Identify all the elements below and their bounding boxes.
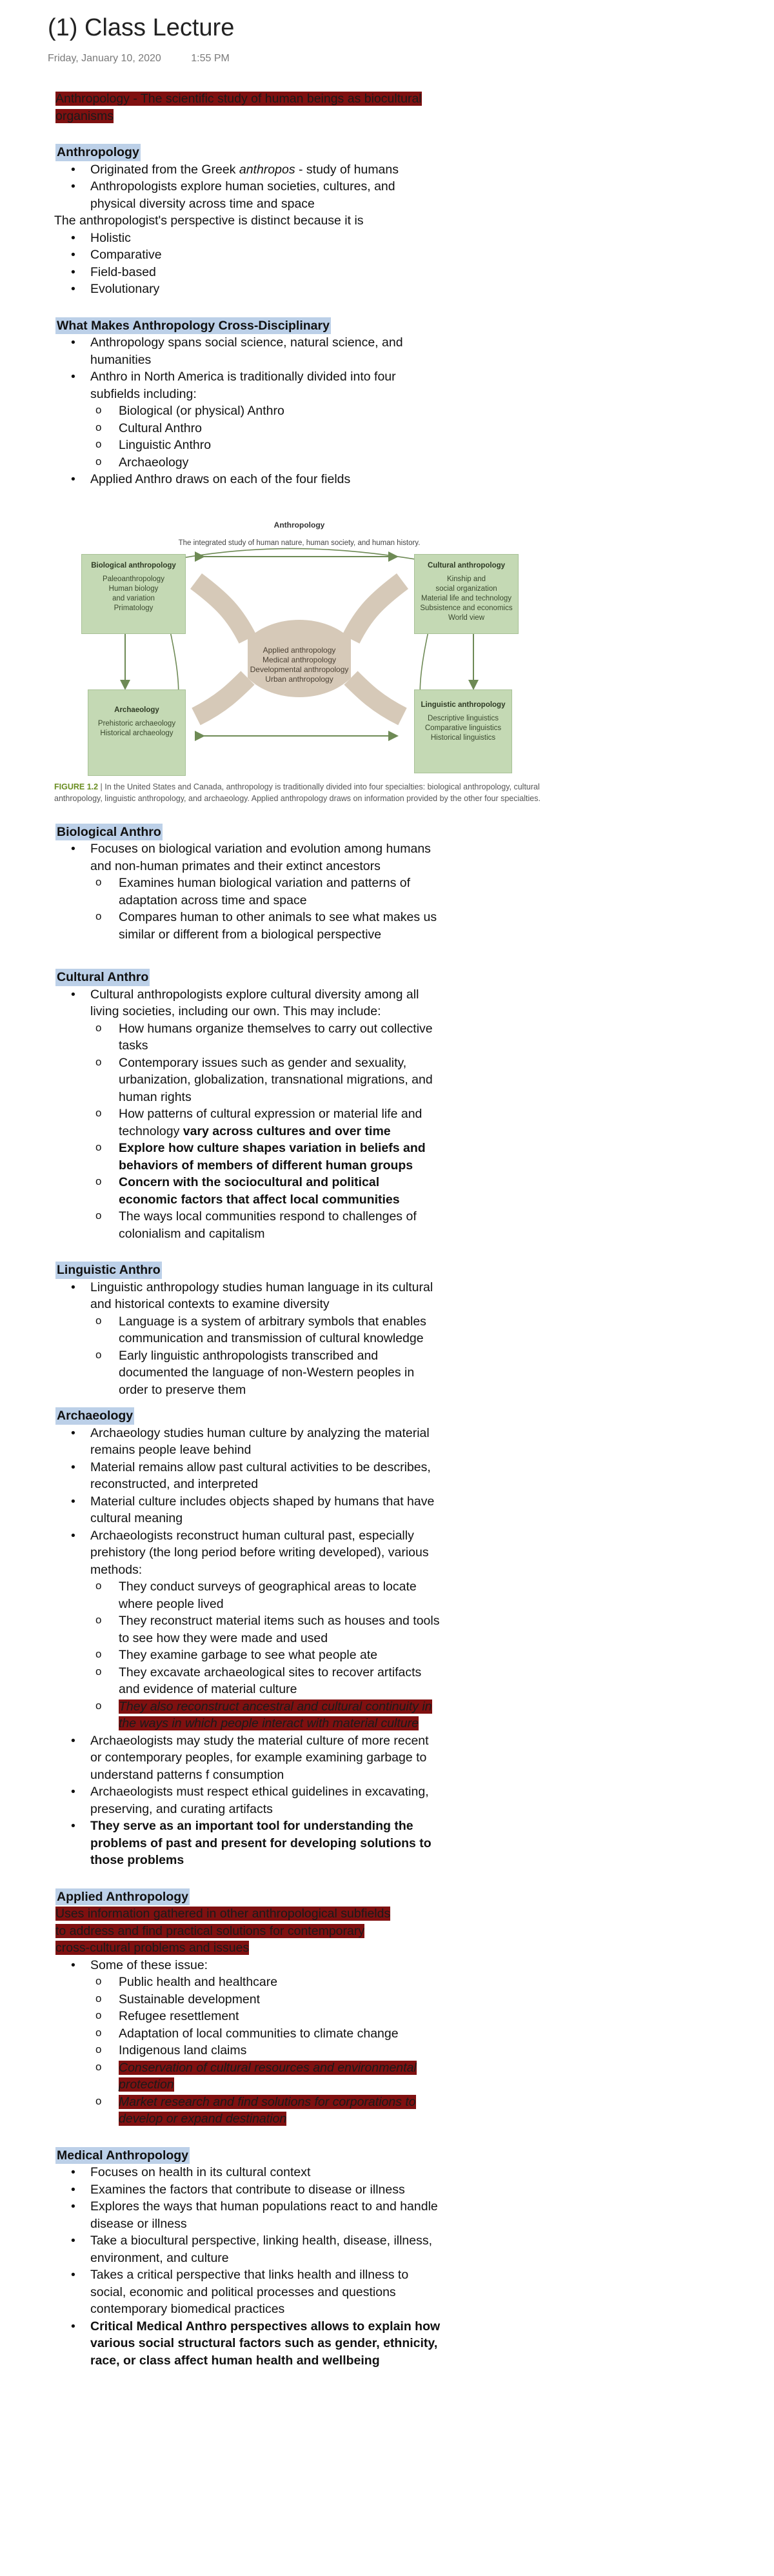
- list-item: o Compares human to other animals to see what makes us similar or different from a biological perspective: [90, 909, 441, 943]
- list-item: o Refugee resettlement: [90, 2008, 441, 2025]
- list-item: • Anthropologists explore human societies, cultures, and physical diversity across time and space: [54, 178, 441, 212]
- note-body[interactable]: [54, 90, 541, 2369]
- list-item: o They examine garbage to see what people ate: [90, 1647, 441, 1664]
- list-item: • Anthropology spans social science, natural science, and humanities: [54, 334, 441, 368]
- anthropology-subfields-figure: [54, 517, 544, 775]
- list-item: [90, 2059, 441, 2094]
- list-item: • Focuses on biological variation and evolution among humans and non-human primates and their extinct ancestors o Examines human biological variation and patterns of adaptation across time and space o Compares human to other animals to see what makes us similar or different from a biological perspective: [54, 840, 441, 943]
- list-item: o Adaptation of local communities to climate change: [90, 2025, 441, 2043]
- list-item: o Contemporary issues such as gender and sexuality, urbanization, globalization, transnational migrations, and human rights: [90, 1055, 441, 1106]
- section-heading-cultural: Cultural Anthro: [55, 969, 150, 986]
- list-item: • Some of these issue: o Public health and healthcare o Sustainable development o Refugee resettlement o Adaptation of local communities to climate change o Indigenous land claims o Conservation of cultural resources and environmental protection o Market research and find solutions for corporations to develop or expand destination: [54, 1957, 441, 2128]
- list-item: o Cultural Anthro: [90, 420, 441, 437]
- list-item: o Archaeology: [90, 454, 441, 471]
- biological-anthropology-box: Biological anthropology Paleoanthropology Human biology and variation Primatology: [81, 554, 186, 634]
- linguistic-anthropology-box: Linguistic anthropology Descriptive linguistics Comparative linguistics Historical linguistics: [414, 689, 512, 773]
- applied-anthropology-center: Applied anthropology Medical anthropology Developmental anthropology Urban anthropology: [250, 645, 349, 684]
- list-item: • Archaeologists reconstruct human cultural past, especially prehistory (the long period before writing developed), various methods: o They conduct surveys of geographical areas to locate where people lived o They reconstruct material items such as houses and tools to see how they were made and used o They examine garbage to see what people ate o They excavate archaeological sites to recover artifacts and evidence of material culture o They also reconstruct ancestral and cultural continuity in the ways in which people interact with material culture: [54, 1527, 441, 1732]
- page-title: (1) Class Lecture: [48, 14, 235, 41]
- highlighted-text: Market research and find solutions for corporations to develop or expand destination: [119, 2094, 416, 2126]
- list-item: • Material remains allow past cultural activities to be describes, reconstructed, and interpreted: [54, 1459, 441, 1493]
- list-item: • Take a biocultural perspective, linking health, disease, illness, environment, and culture: [54, 2232, 441, 2266]
- list-item: • Evolutionary: [54, 281, 441, 298]
- list-item: • Takes a critical perspective that links health and illness to social, economic and political processes and questions contemporary biomedical practices: [54, 2266, 441, 2318]
- list-item: o The ways local communities respond to challenges of colonialism and capitalism: [90, 1208, 441, 1242]
- highlighted-text: Conservation of cultural resources and environmental protection: [119, 2060, 417, 2092]
- list-item: • Applied Anthro draws on each of the four fields: [54, 471, 441, 488]
- list-item: o They reconstruct material items such as houses and tools to see how they were made and used: [90, 1612, 441, 1647]
- list-item: • Anthro in North America is traditionally divided into four subfields including: o Biological (or physical) Anthro o Cultural Anthro o Linguistic Anthro o Archaeology: [54, 368, 441, 471]
- section-heading-biological: Biological Anthro: [55, 824, 163, 841]
- list-item: • Material culture includes objects shaped by humans that have cultural meaning: [54, 1493, 441, 1527]
- list-item: o How humans organize themselves to carry out collective tasks: [90, 1020, 441, 1055]
- figure-caption: FIGURE 1.2 | In the United States and Canada, anthropology is traditionally divided into four specialties: biological anthropology, cultural anthropology, linguistic anthropology, and archaeology. Applied anthropology draws on information provided by the other four specialties.: [54, 782, 541, 803]
- figure-subtitle: The integrated study of human nature, human society, and human history.: [178, 539, 421, 547]
- note-metadata: [48, 53, 230, 64]
- list-item: o Concern with the sociocultural and political economic factors that affect local communities: [90, 1174, 441, 1208]
- list-item: o Explore how culture shapes variation in beliefs and behaviors of members of different human groups: [90, 1140, 441, 1174]
- list-item: • Explores the ways that human populations react to and handle disease or illness: [54, 2198, 441, 2232]
- list-item: • Focuses on health in its cultural context: [54, 2164, 441, 2181]
- section-heading-archaeology: Archaeology: [55, 1407, 134, 1425]
- highlighted-text: They also reconstruct ancestral and cultural continuity in the ways in which people interact with material culture: [119, 1699, 432, 1730]
- list-item: [90, 1698, 441, 1732]
- list-item: • Field-based: [54, 264, 441, 281]
- section-heading-medical: Medical Anthropology: [55, 2147, 190, 2165]
- archaeology-box: Archaeology Prehistoric archaeology Historical archaeology: [88, 689, 186, 776]
- list-item: • Archaeologists may study the material culture of more recent or contemporary peoples, for example examining garbage to understand patterns f consumption: [54, 1732, 441, 1784]
- list-item: o Biological (or physical) Anthro: [90, 402, 441, 420]
- list-item: • Originated from the Greek anthropos - study of humans: [54, 161, 441, 179]
- note-date: Friday, January 10, 2020: [48, 53, 161, 64]
- list-item: • Archaeologists must respect ethical guidelines in excavating, preserving, and curating artifacts: [54, 1783, 441, 1818]
- list-item: • Comparative: [54, 246, 441, 264]
- list-item: o Linguistic Anthro: [90, 437, 441, 454]
- list-item: o Public health and healthcare: [90, 1974, 441, 1991]
- list-item: o Indigenous land claims: [90, 2042, 441, 2059]
- section-heading-anthropology: Anthropology: [55, 144, 141, 161]
- figure-label: FIGURE 1.2: [54, 782, 99, 791]
- list-item: o They conduct surveys of geographical areas to locate where people lived: [90, 1578, 441, 1612]
- anthropology-definition: Anthropology - The scientific study of human beings as biocultural organisms: [55, 92, 422, 123]
- section-heading-applied: Applied Anthropology: [55, 1888, 190, 1906]
- note-time: 1:55 PM: [191, 53, 230, 64]
- list-item: o Sustainable development: [90, 1991, 441, 2008]
- list-item: o Early linguistic anthropologists transcribed and documented the language of non-Western peoples in order to preserve them: [90, 1347, 441, 1399]
- list-item: • They serve as an important tool for understanding the problems of past and present for developing solutions to those problems: [54, 1818, 441, 1869]
- section-heading-linguistic: Linguistic Anthro: [55, 1262, 162, 1279]
- figure-title: Anthropology: [273, 520, 325, 530]
- list-item: o Examines human biological variation and patterns of adaptation across time and space: [90, 875, 441, 909]
- list-item: • Holistic: [54, 230, 441, 247]
- list-item: • Examines the factors that contribute to disease or illness: [54, 2181, 441, 2199]
- section-heading-cross-disciplinary: What Makes Anthropology Cross-Disciplinary: [55, 317, 331, 335]
- list-item: [90, 2094, 441, 2128]
- list-item: • Cultural anthropologists explore cultural diversity among all living societies, including our own. This may include: o How humans organize themselves to carry out collective tasks o Contemporary issues such as gender and sexuality, urbanization, globalization, transnational migrations, and human rights o How patterns of cultural expression or material life and technology vary across cultures and over time o Explore how culture shapes variation in beliefs and behaviors of members of different human groups o Concern with the sociocultural and political economic factors that affect local communities o The ways local communities respond to challenges of colonialism and capitalism: [54, 986, 441, 1243]
- list-item: • Linguistic anthropology studies human language in its cultural and historical contexts to examine diversity o Language is a system of arbitrary symbols that enables communication and transmission of cultural knowledge o Early linguistic anthropologists transcribed and documented the language of non-Western peoples in order to preserve them: [54, 1279, 441, 1399]
- list-item: o They excavate archaeological sites to recover artifacts and evidence of material culture: [90, 1664, 441, 1698]
- cultural-anthropology-box: Cultural anthropology Kinship and social organization Material life and technology Subsistence and economics World view: [414, 554, 519, 634]
- list-item: o How patterns of cultural expression or material life and technology vary across cultures and over time: [90, 1105, 441, 1140]
- list-item: o Language is a system of arbitrary symbols that enables communication and transmission of cultural knowledge: [90, 1313, 441, 1347]
- applied-anthropology-definition: Uses information gathered in other anthropological subfields to address and find practical solutions for contemporary cross-cultural problems and issues: [55, 1907, 391, 1955]
- list-item: • Archaeology studies human culture by analyzing the material remains people leave behind: [54, 1425, 441, 1459]
- list-item: • Critical Medical Anthro perspectives allows to explain how various social structural factors such as gender, ethnicity, race, or class affect human health and wellbeing: [54, 2318, 441, 2370]
- perspective-text: The anthropologist's perspective is distinct because it is: [54, 213, 364, 228]
